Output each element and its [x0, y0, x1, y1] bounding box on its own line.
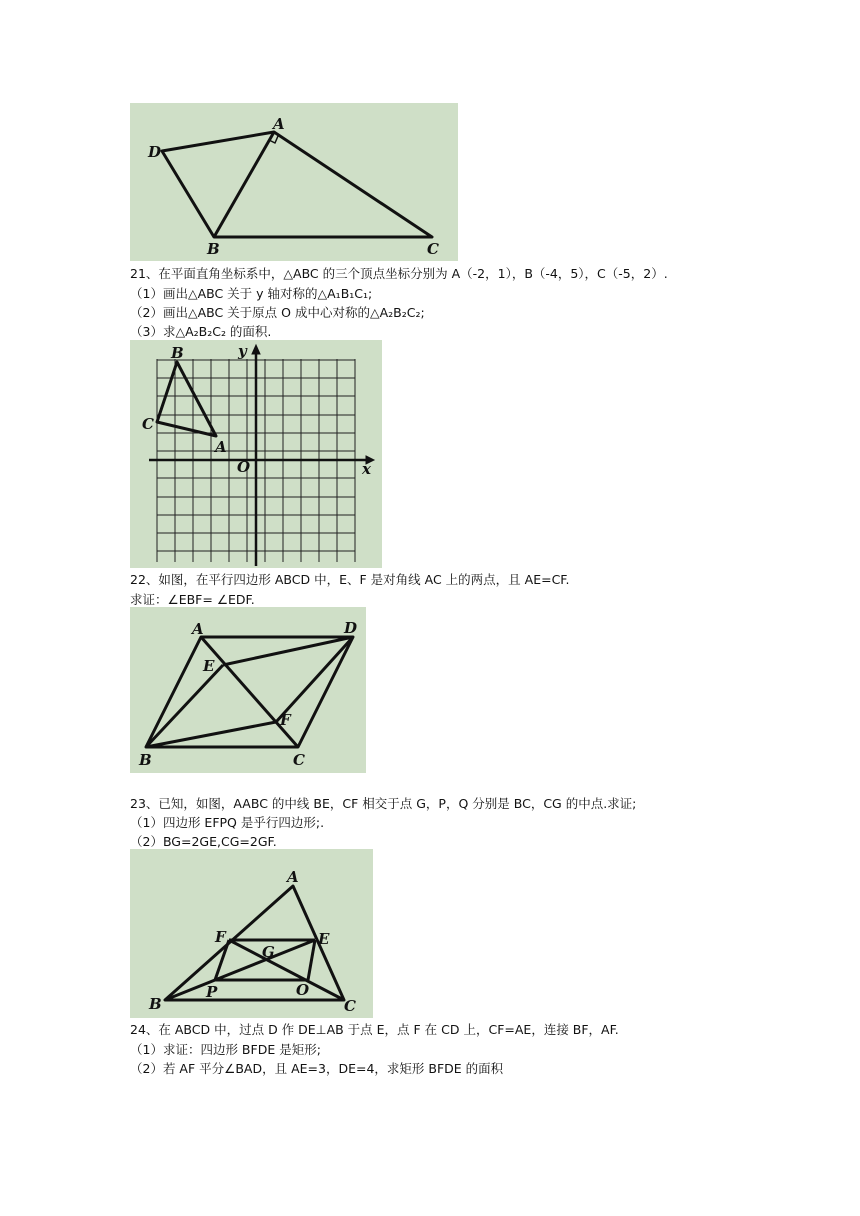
triangle-medians-svg [130, 849, 373, 1018]
label-x: x [362, 460, 371, 478]
label-C: C [142, 415, 154, 433]
label-C: C [427, 240, 439, 258]
label-O: O [296, 981, 310, 999]
q24-part2: （2）若 AF 平分∠BAD，且 AE=3，DE=4，求矩形 BFDE 的面积 [130, 1061, 504, 1076]
label-B: B [207, 240, 220, 258]
q21-part3: （3）求△A₂B₂C₂ 的面积. [130, 324, 272, 339]
label-A: A [215, 438, 227, 456]
figure-quadrilateral-svg [130, 103, 458, 261]
label-y: y [238, 342, 247, 360]
label-B: B [149, 995, 162, 1013]
q23-part1: （1）四边形 EFPQ 是乎行四边形;. [130, 815, 325, 830]
label-A: A [192, 620, 204, 638]
figure-coordinate-grid [130, 340, 382, 568]
label-E: E [203, 657, 215, 675]
label-P: P [206, 983, 218, 1001]
label-A: A [287, 868, 299, 886]
figure-quadrilateral-dabc [130, 103, 458, 261]
label-C: C [293, 751, 305, 769]
label-E: E [318, 930, 330, 948]
figure-parallelogram-abcd [130, 607, 366, 773]
label-B: B [171, 344, 184, 362]
q21-stem: 21、在平面直角坐标系中，△ABC 的三个顶点坐标分别为 A（-2，1），B（-4，5），C（-5，2）. [130, 266, 668, 281]
q22-prove: 求证：∠EBF= ∠EDF. [130, 592, 255, 607]
label-G: G [262, 943, 275, 961]
label-F: F [280, 711, 291, 729]
label-F: F [215, 928, 226, 946]
q22-stem: 22、如图，在平行四边形 ABCD 中，E、F 是对角线 AC 上的两点，且 AE=CF. [130, 572, 570, 587]
label-O: O [237, 458, 251, 476]
q24-stem: 24、在 ABCD 中，过点 D 作 DE⊥AB 于点 E，点 F 在 CD 上，CF=AE，连接 BF，AF. [130, 1022, 619, 1037]
parallelogram-svg [130, 607, 366, 773]
label-B: B [139, 751, 152, 769]
label-A: A [273, 115, 285, 133]
label-C: C [344, 997, 356, 1015]
q24-part1: （1）求证：四边形 BFDE 是矩形; [130, 1042, 321, 1057]
figure-triangle-medians [130, 849, 373, 1018]
q23-stem: 23、已知，如图，AABC 的中线 BE，CF 相交于点 G，P，Q 分别是 BC，CG 的中点.求证; [130, 796, 637, 811]
q21-part2: （2）画出△ABC 关于原点 O 成中心对称的△A₂B₂C₂; [130, 305, 425, 320]
coordinate-grid-svg [130, 340, 382, 568]
q23-part2: （2）BG=2GE,CG=2GF. [130, 834, 277, 849]
q21-part1: （1）画出△ABC 关于 y 轴对称的△A₁B₁C₁; [130, 286, 373, 301]
label-D: D [148, 143, 162, 161]
label-D: D [344, 619, 358, 637]
